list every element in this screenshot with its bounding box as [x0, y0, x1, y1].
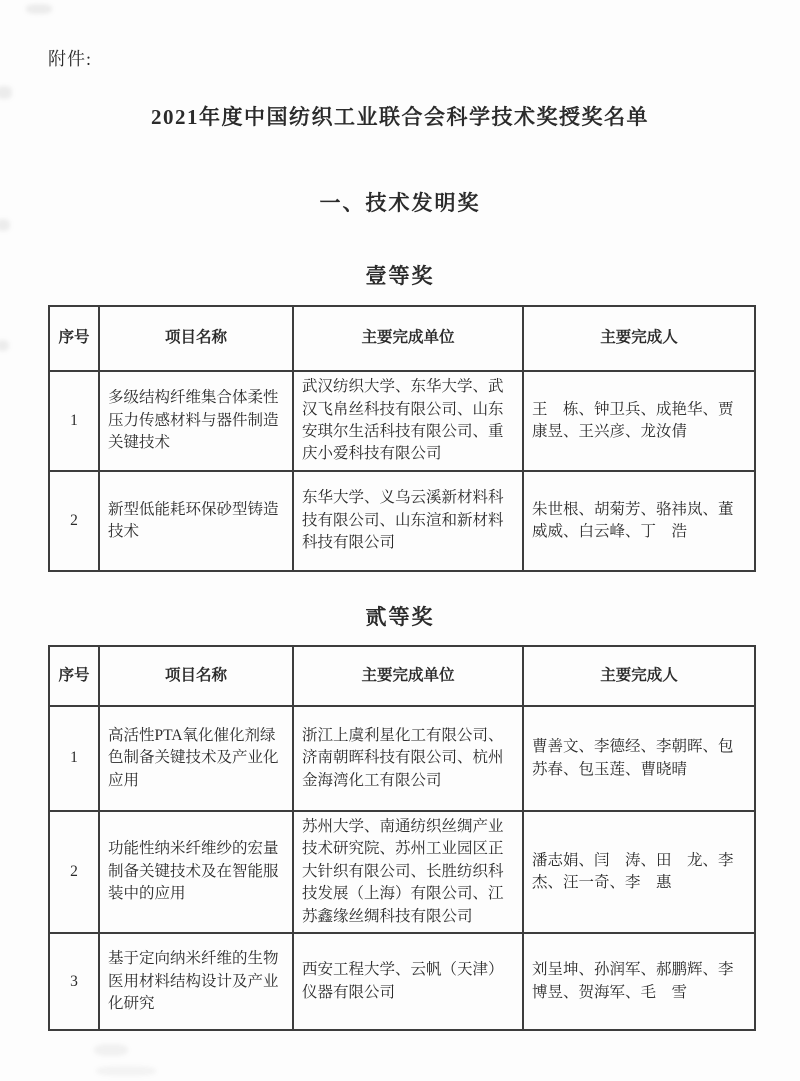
document-title: 2021年度中国纺织工业联合会科学技术奖授奖名单	[151, 105, 649, 129]
header-project-name: 项目名称	[99, 646, 293, 706]
header-project-name: 项目名称	[99, 306, 293, 371]
units-cell: 苏州大学、南通纺织丝绸产业技术研究院、苏州工业园区正大针织有限公司、长胜纺织科技发展（上海）有限公司、江苏鑫缘丝绸科技有限公司	[293, 811, 523, 933]
header-main-units: 主要完成单位	[293, 646, 523, 706]
row-number-cell: 3	[49, 933, 99, 1030]
first-prize-table	[48, 305, 756, 572]
project-name-cell: 高活性PTA氧化催化剂绿色制备关键技术及产业化应用	[99, 706, 293, 811]
header-serial-number: 序号	[49, 646, 99, 706]
table-row	[49, 811, 755, 933]
prize-title-second: 贰等奖	[365, 605, 435, 629]
scan-artifact	[0, 340, 9, 351]
scan-artifact	[94, 1044, 128, 1056]
table-header-row	[49, 646, 755, 706]
row-number-cell: 2	[49, 471, 99, 571]
header-serial-number: 序号	[49, 306, 99, 371]
units-cell: 东华大学、义乌云溪新材料科技有限公司、山东渲和新材料科技有限公司	[293, 471, 523, 571]
section-title: 一、技术发明奖	[319, 191, 481, 215]
scan-artifact	[26, 4, 52, 14]
row-number-cell: 1	[49, 371, 99, 471]
scan-artifact	[0, 86, 12, 99]
table-row	[49, 371, 755, 471]
people-cell: 刘呈坤、孙润军、郝鹏辉、李博昱、贺海军、毛 雪	[523, 933, 755, 1030]
table-row	[49, 933, 755, 1030]
table-row	[49, 471, 755, 571]
people-cell: 王 栋、钟卫兵、成艳华、贾康昱、王兴彦、龙汝倩	[523, 371, 755, 471]
row-number-cell: 2	[49, 811, 99, 933]
people-cell: 潘志娟、闫 涛、田 龙、李 杰、汪一奇、李 惠	[523, 811, 755, 933]
header-main-people: 主要完成人	[523, 306, 755, 371]
table-header-row	[49, 306, 755, 371]
row-number-cell: 1	[49, 706, 99, 811]
project-name-cell: 新型低能耗环保砂型铸造技术	[99, 471, 293, 571]
units-cell: 西安工程大学、云帆（天津）仪器有限公司	[293, 933, 523, 1030]
attachment-label: 附件:	[48, 49, 93, 69]
units-cell: 浙江上虞利星化工有限公司、济南朝晖科技有限公司、杭州金海湾化工有限公司	[293, 706, 523, 811]
scan-artifact	[96, 1066, 156, 1076]
units-cell: 武汉纺织大学、东华大学、武汉飞帛丝科技有限公司、山东安琪尔生活科技有限公司、重庆小爱科技有限公司	[293, 371, 523, 471]
scan-artifact	[0, 219, 10, 231]
prize-title-first: 壹等奖	[365, 264, 435, 288]
project-name-cell: 功能性纳米纤维纱的宏量制备关键技术及在智能服装中的应用	[99, 811, 293, 933]
project-name-cell: 基于定向纳米纤维的生物医用材料结构设计及产业化研究	[99, 933, 293, 1030]
people-cell: 朱世根、胡菊芳、骆祎岚、董威威、白云峰、丁 浩	[523, 471, 755, 571]
table-row	[49, 706, 755, 811]
project-name-cell: 多级结构纤维集合体柔性压力传感材料与器件制造关键技术	[99, 371, 293, 471]
second-prize-table	[48, 645, 756, 1031]
people-cell: 曹善文、李德经、李朝晖、包苏春、包玉莲、曹晓晴	[523, 706, 755, 811]
header-main-people: 主要完成人	[523, 646, 755, 706]
header-main-units: 主要完成单位	[293, 306, 523, 371]
